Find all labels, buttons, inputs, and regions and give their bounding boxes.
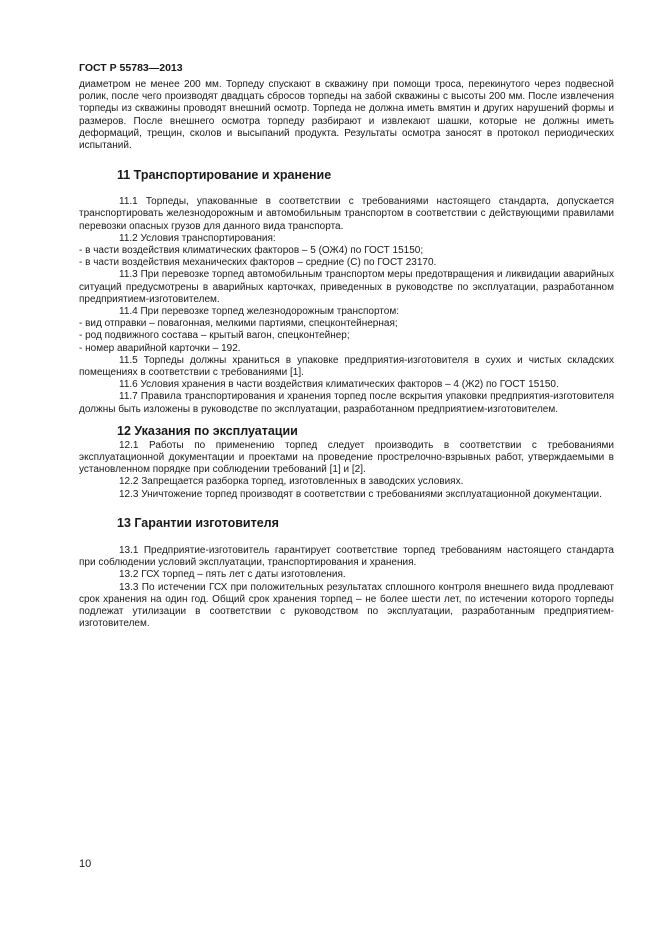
page-number: 10: [79, 858, 92, 870]
intro-paragraph: диаметром не менее 200 мм. Торпеду спускают в скважину при помощи троса, перекинутого через подвесной ролик, после чего производят двадцать сбросов торпеды на забой скважины с высоты 200 мм. После извлечения торпеды из скважины проводят внешний осмотр. Торпеда не должна иметь вмятин и других нарушений формы и размеров. После внешнего осмотра торпеду разбирают и извлекают шашки, которые не должны иметь деформаций, трещин, сколов и высыпаний продукта. Результаты осмотра заносят в протокол периодических испытаний.: [79, 79, 614, 152]
paragraph-11-6: 11.6 Условия хранения в части воздействия климатических факторов – 4 (Ж2) по ГОСТ 15150.: [119, 379, 559, 391]
paragraph-13-1: 13.1 Предприятие-изготовитель гарантирует соответствие торпед требованиям настоящего стандарта при соблюдении условий эксплуатации, транспортирования и хранения.: [79, 544, 614, 569]
list-item: - вид отправки – повагонная, мелкими партиями, спецконтейнерная;: [79, 318, 398, 330]
paragraph-13-3: 13.3 По истечении ГСХ при положительных результатах сплошного контроля внешнего вида продлевают срок хранения на один год. Общий срок хранения торпед – не более шести лет, по истечении которого торпеды подлежат утилизации в соответствии с руководством по эксплуатации, разработанным предприятием-изготовителем.: [79, 581, 614, 630]
paragraph-11-1: 11.1 Торпеды, упакованные в соответствии с требованиями настоящего стандарта, допускается транспортировать железнодорожным и автомобильным транспортом в соответствии с действующими правилами перевозки опасных грузов для данного вида транспорта.: [79, 196, 614, 232]
paragraph-11-3: 11.3 При перевозке торпед автомобильным транспортом меры предотвращения и ликвидации аварийных ситуаций предусмотрены в аварийных карточках, приведенных в руководстве по эксплуатации, разработанном предприятием-изготовителем.: [79, 269, 614, 305]
list-item: - в части воздействия климатических факторов – 5 (ОЖ4) по ГОСТ 15150;: [79, 245, 424, 257]
paragraph-11-5: 11.5 Торпеды должны храниться в упаковке предприятия-изготовителя в сухих и чистых складских помещениях в соответствии с требованиями [1].: [79, 354, 614, 379]
paragraph-12-3: 12.3 Уничтожение торпед производят в соответствии с требованиями эксплуатационной документации.: [119, 488, 602, 500]
paragraph-11-4: 11.4 При перевозке торпед железнодорожным транспортом:: [119, 306, 399, 318]
list-item: - в части воздействия механических факторов – средние (С) по ГОСТ 23170.: [79, 257, 437, 269]
section-11-heading: 11 Транспортирование и хранение: [117, 168, 332, 183]
section-12-heading: 12 Указания по эксплуатации: [117, 423, 298, 438]
list-item: - номер аварийной карточки – 192.: [79, 342, 241, 354]
document-body: [79, 79, 614, 630]
paragraph-12-1: 12.1 Работы по применению торпед следует производить в соответствии с требованиями эксплуатационной документации и проектами на проведение прострелочно-взрывных работ, утверждаемыми в установленном порядке при соблюдении требований [1] и [2].: [79, 439, 614, 476]
section-13-heading: 13 Гарантии изготовителя: [117, 515, 279, 530]
paragraph-12-2: 12.2 Запрещается разборка торпед, изготовленных в заводских условиях.: [119, 476, 464, 488]
document-header: ГОСТ Р 55783—2013: [79, 62, 183, 74]
paragraph-13-2: 13.2 ГСХ торпед – пять лет с даты изготовления.: [119, 569, 346, 581]
paragraph-11-7: 11.7 Правила транспортирования и хранения торпед после вскрытия упаковки предприятия-изготовителя должны быть изложены в руководстве по эксплуатации, разработанном предприятием-изготовителем.: [79, 391, 614, 415]
list-item: - род подвижного состава – крытый вагон, спецконтейнер;: [79, 330, 350, 342]
paragraph-11-2: 11.2 Условия транспортирования:: [119, 232, 276, 244]
